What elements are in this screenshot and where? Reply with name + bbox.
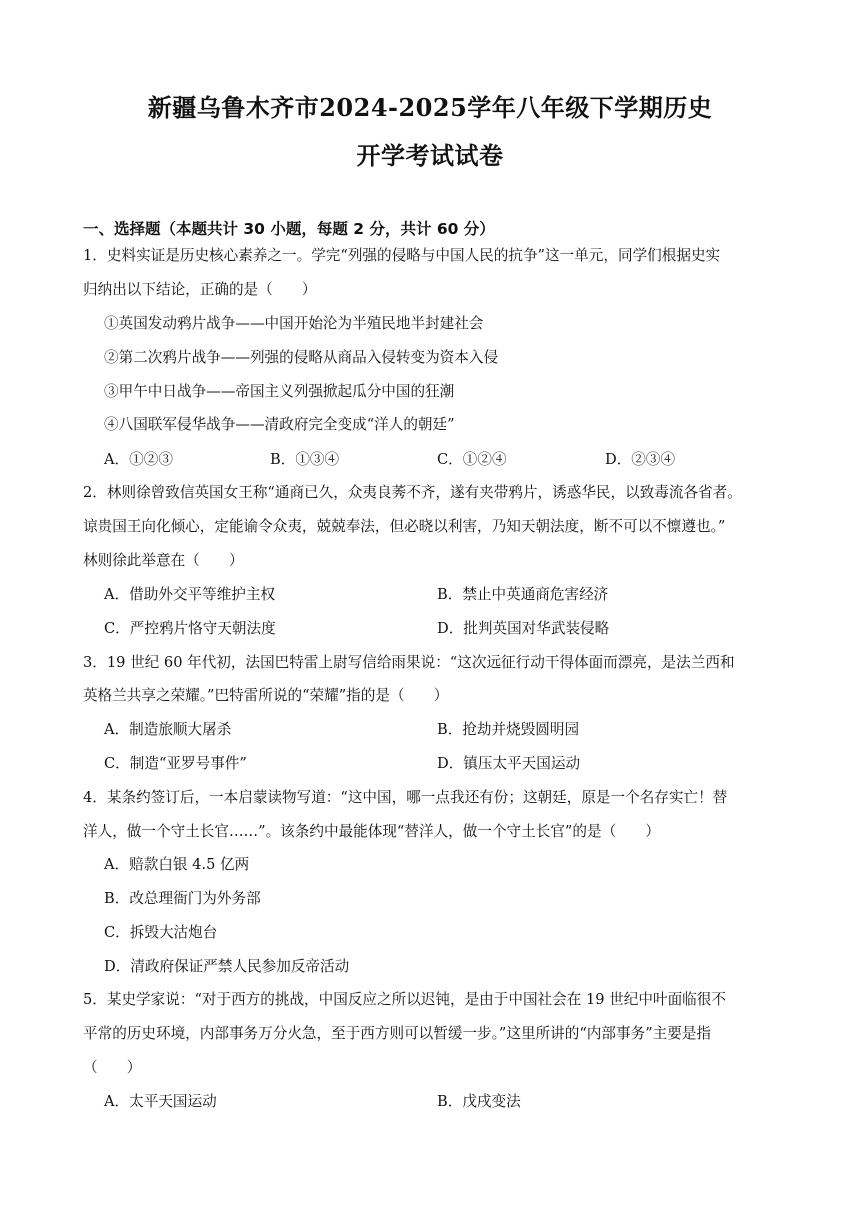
question-3-option-c: C．制造“亚罗号事件” bbox=[104, 755, 247, 772]
question-2-option-d: D．批判英国对华武装侵略 bbox=[437, 620, 610, 637]
question-2-option-c: C．严控鸦片恪守天朝法度 bbox=[104, 620, 276, 637]
question-3-stem-line1: 3．19 世纪 60 年代初，法国巴特雷上尉写信给雨果说：“这次远征行动干得体面而漂亮，是法兰西和 bbox=[83, 654, 735, 671]
question-2-stem-line2: 谅贵国王向化倾心，定能谕令众夷，兢兢奉法，但必晓以利害，乃知天朝法度，断不可以不懔遵也。” bbox=[83, 518, 726, 535]
question-3-option-a: A．制造旅顺大屠杀 bbox=[104, 721, 232, 738]
exam-title-line1: 新疆乌鲁木齐市2024-2025学年八年级下学期历史 bbox=[147, 93, 713, 122]
question-4-stem-line1: 4．某条约签订后，一本启蒙读物写道：“这中国，哪一点我还有份；这朝廷，原是一个名存实亡！替 bbox=[83, 789, 728, 806]
question-1-option-d: D．②③④ bbox=[605, 451, 676, 468]
question-1-stem-line1: 1．史料实证是历史核心素养之一。学完“列强的侵略与中国人民的抗争”这一单元，同学们根据史实 bbox=[83, 247, 721, 264]
question-5-option-b: B．戊戌变法 bbox=[437, 1093, 521, 1110]
question-5-stem-line1: 5．某史学家说：“对于西方的挑战，中国反应之所以迟钝，是由于中国社会在 19 世纪中叶面临很不 bbox=[83, 991, 726, 1008]
question-3-option-d: D．镇压太平天国运动 bbox=[437, 755, 581, 772]
question-4-option-a: A．赔款白银 4.5 亿两 bbox=[104, 856, 250, 873]
question-4-stem-line2: 洋人，做一个守土长官……”。该条约中最能体现“替洋人，做一个守土长官”的是（ ） bbox=[83, 823, 660, 840]
exam-title-line2: 开学考试试卷 bbox=[356, 141, 504, 170]
question-1-item-4: ④八国联军侵华战争——清政府完全变成“洋人的朝廷” bbox=[104, 416, 455, 433]
question-2-stem-line3: 林则徐此举意在（ ） bbox=[83, 552, 244, 569]
question-3-option-b: B．抢劫并烧毁圆明园 bbox=[437, 721, 580, 738]
question-1-item-3: ③甲午中日战争——帝国主义列强掀起瓜分中国的狂潮 bbox=[104, 383, 455, 400]
question-1-item-2: ②第二次鸦片战争——列强的侵略从商品入侵转变为资本入侵 bbox=[104, 349, 499, 366]
question-2-option-b: B．禁止中英通商危害经济 bbox=[437, 586, 609, 603]
question-5-stem-line2: 平常的历史环境，内部事务万分火急，至于西方则可以暂缓一步。”这里所讲的“内部事务”主要是指 bbox=[83, 1025, 712, 1042]
question-1-item-1: ①英国发动鸦片战争——中国开始沦为半殖民地半封建社会 bbox=[104, 315, 484, 332]
question-1-option-b: B．①③④ bbox=[270, 451, 340, 468]
question-4-option-b: B．改总理衙门为外务部 bbox=[104, 890, 261, 907]
question-4-option-d: D．清政府保证严禁人民参加反帝活动 bbox=[104, 958, 350, 975]
question-1-stem-line2: 归纳出以下结论，正确的是（ ） bbox=[83, 281, 317, 298]
question-5-stem-line3: （ ） bbox=[83, 1059, 142, 1076]
question-5-option-a: A．太平天国运动 bbox=[104, 1093, 217, 1110]
section-heading: 一、选择题（本题共计 30 小题，每题 2 分，共计 60 分） bbox=[83, 220, 495, 238]
question-1-option-c: C．①②④ bbox=[437, 451, 507, 468]
question-2-option-a: A．借助外交平等维护主权 bbox=[104, 586, 276, 603]
question-3-stem-line2: 英格兰共享之荣耀。”巴特雷所说的“荣耀”指的是（ ） bbox=[83, 687, 449, 704]
question-2-stem-line1: 2．林则徐曾致信英国女王称“通商已久，众夷良莠不齐，遂有夹带鸦片，诱惑华民，以致毒流各省者。 bbox=[83, 484, 742, 501]
question-4-option-c: C．拆毁大沽炮台 bbox=[104, 924, 218, 941]
question-1-option-a: A．①②③ bbox=[104, 451, 173, 468]
